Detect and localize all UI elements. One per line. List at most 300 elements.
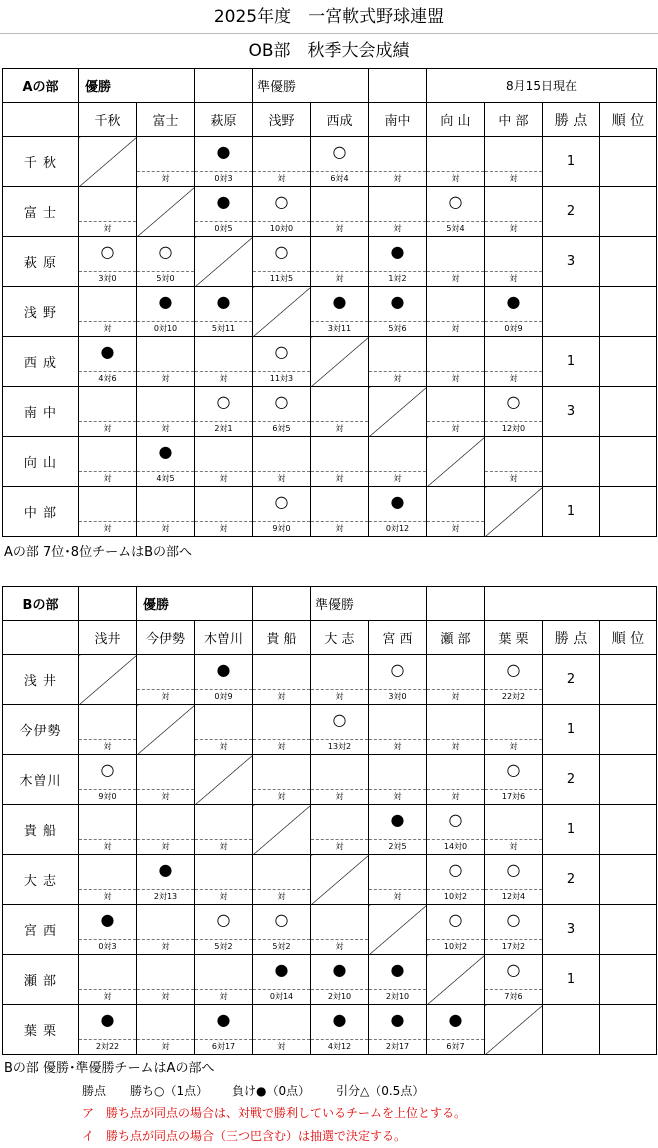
result-cell xyxy=(79,705,137,755)
loss-mark: ● xyxy=(390,960,405,979)
score-text: 対 xyxy=(427,371,484,385)
result-cell xyxy=(195,287,253,337)
score-text: 対 xyxy=(79,989,136,1003)
result-cell xyxy=(311,905,369,955)
loss-mark: ● xyxy=(332,1010,347,1029)
win-mark: ○ xyxy=(448,910,463,929)
score-text: 2対5 xyxy=(369,839,426,853)
win-mark: ○ xyxy=(216,910,231,929)
score-text: 対 xyxy=(369,171,426,185)
score-text: 対 xyxy=(369,889,426,903)
result-cell xyxy=(137,337,195,387)
score-text: 対 xyxy=(485,371,542,385)
result-cell xyxy=(311,955,369,1005)
loss-mark: ● xyxy=(158,860,173,879)
team-name: 瀬 部 xyxy=(3,955,79,1005)
result-cell xyxy=(369,655,427,705)
team-name: 富 士 xyxy=(3,187,79,237)
score-text: 対 xyxy=(253,1039,310,1053)
win-mark: ○ xyxy=(506,760,521,779)
loss-mark: ● xyxy=(100,342,115,361)
score-text: 10対0 xyxy=(253,221,310,235)
rank-cell xyxy=(600,1005,657,1055)
score-text: 対 xyxy=(253,689,310,703)
score-text: 対 xyxy=(427,739,484,753)
points-cell: 2 xyxy=(543,755,600,805)
result-cell xyxy=(195,805,253,855)
result-cell xyxy=(253,905,311,955)
score-text: 10対2 xyxy=(427,889,484,903)
result-cell xyxy=(485,955,543,1005)
team-row xyxy=(3,287,657,337)
column-header: 宮 西 xyxy=(369,621,427,655)
score-text: 14対0 xyxy=(427,839,484,853)
score-text: 対 xyxy=(79,521,136,535)
result-cell xyxy=(427,805,485,855)
page-subtitle: OB部 秋季大会成績 xyxy=(248,41,410,61)
points-cell: 2 xyxy=(543,855,600,905)
loss-mark: ● xyxy=(216,1010,231,1029)
loss-mark: ● xyxy=(216,660,231,679)
team-name: 浅 井 xyxy=(3,655,79,705)
score-text: 6対4 xyxy=(311,171,368,185)
result-cell xyxy=(311,487,369,537)
rank-cell xyxy=(600,287,657,337)
score-text: 12対0 xyxy=(485,421,542,435)
rank-cell xyxy=(600,187,657,237)
team-name: 大 志 xyxy=(3,855,79,905)
win-mark: ○ xyxy=(506,910,521,929)
result-cell xyxy=(253,705,311,755)
score-text: 対 xyxy=(137,1039,194,1053)
column-header: 富士 xyxy=(137,103,195,137)
result-cell xyxy=(311,387,369,437)
score-text: 2対17 xyxy=(369,1039,426,1053)
team-name: 千 秋 xyxy=(3,137,79,187)
score-text: 2対10 xyxy=(311,989,368,1003)
result-cell xyxy=(311,755,369,805)
team-row xyxy=(3,805,657,855)
result-cell xyxy=(79,337,137,387)
result-cell xyxy=(195,487,253,537)
result-cell xyxy=(137,855,195,905)
score-text: 9対0 xyxy=(253,521,310,535)
loss-mark: ● xyxy=(332,292,347,311)
loss-mark: ● xyxy=(332,960,347,979)
result-cell xyxy=(253,955,311,1005)
team-row xyxy=(3,705,657,755)
score-text: 10対2 xyxy=(427,939,484,953)
win-mark: ○ xyxy=(100,242,115,261)
result-cell xyxy=(137,137,195,187)
score-text: 対 xyxy=(369,221,426,235)
win-mark: ○ xyxy=(448,810,463,829)
score-text: 対 xyxy=(195,839,252,853)
score-text: 対 xyxy=(311,421,368,435)
column-header: 貴 船 xyxy=(253,621,311,655)
result-cell xyxy=(79,237,137,287)
win-mark: ○ xyxy=(332,142,347,161)
result-cell xyxy=(137,487,195,537)
self-match-cell xyxy=(79,137,137,187)
result-cell xyxy=(485,237,543,287)
result-cell xyxy=(253,855,311,905)
self-match-cell xyxy=(311,855,369,905)
result-cell xyxy=(195,705,253,755)
score-text: 対 xyxy=(137,939,194,953)
team-row xyxy=(3,655,657,705)
team-row xyxy=(3,137,657,187)
score-text: 5対0 xyxy=(137,271,194,285)
result-cell xyxy=(485,705,543,755)
result-cell xyxy=(427,337,485,387)
result-cell xyxy=(137,905,195,955)
score-text: 対 xyxy=(427,321,484,335)
score-text: 対 xyxy=(79,221,136,235)
runner-up-label-a: 準優勝 xyxy=(253,69,369,103)
legend-points-label: 勝点 xyxy=(82,1084,107,1098)
points-cell xyxy=(543,437,600,487)
team-row xyxy=(3,855,657,905)
result-cell xyxy=(137,755,195,805)
score-text: 対 xyxy=(253,171,310,185)
score-text: 2対13 xyxy=(137,889,194,903)
result-cell xyxy=(311,1005,369,1055)
score-text: 0対12 xyxy=(369,521,426,535)
column-header: 木曽川 xyxy=(195,621,253,655)
result-cell xyxy=(485,437,543,487)
points-cell: 1 xyxy=(543,805,600,855)
column-header: 葉 栗 xyxy=(485,621,543,655)
score-text: 対 xyxy=(369,739,426,753)
result-cell xyxy=(195,437,253,487)
score-text: 対 xyxy=(369,789,426,803)
win-mark: ○ xyxy=(158,242,173,261)
result-cell xyxy=(137,805,195,855)
result-cell xyxy=(369,437,427,487)
result-cell xyxy=(253,237,311,287)
column-header: 浅野 xyxy=(253,103,311,137)
result-cell xyxy=(369,137,427,187)
result-cell xyxy=(253,755,311,805)
self-match-cell xyxy=(369,387,427,437)
result-cell xyxy=(79,855,137,905)
result-cell xyxy=(369,955,427,1005)
score-text: 対 xyxy=(137,989,194,1003)
score-text: 3対11 xyxy=(311,321,368,335)
result-cell xyxy=(137,437,195,487)
win-mark: ○ xyxy=(274,342,289,361)
self-match-cell xyxy=(427,437,485,487)
win-mark: ○ xyxy=(274,910,289,929)
column-header: 瀬 部 xyxy=(427,621,485,655)
win-mark: ○ xyxy=(274,492,289,511)
score-text: 17対6 xyxy=(485,789,542,803)
score-text: 対 xyxy=(253,739,310,753)
rank-cell xyxy=(600,805,657,855)
rule-a: ア 勝ち点が同点の場合は、対戦で勝利しているチームを上位とする。 xyxy=(82,1106,467,1120)
column-header: 萩原 xyxy=(195,103,253,137)
division-a-label: Aの部 xyxy=(3,69,79,103)
score-text: 対 xyxy=(137,789,194,803)
result-cell xyxy=(137,655,195,705)
winner-label-a: 優勝 xyxy=(79,69,195,103)
result-cell xyxy=(195,137,253,187)
loss-mark: ● xyxy=(158,442,173,461)
score-text: 対 xyxy=(311,521,368,535)
result-cell xyxy=(485,387,543,437)
team-name: 向 山 xyxy=(3,437,79,487)
team-name: 今伊勢 xyxy=(3,705,79,755)
rank-cell xyxy=(600,437,657,487)
score-text: 対 xyxy=(79,471,136,485)
win-mark: ○ xyxy=(506,860,521,879)
score-text: 12対4 xyxy=(485,889,542,903)
result-cell xyxy=(195,655,253,705)
points-cell: 3 xyxy=(543,237,600,287)
self-match-cell xyxy=(253,805,311,855)
team-name: 南 中 xyxy=(3,387,79,437)
result-cell xyxy=(79,487,137,537)
score-text: 0対14 xyxy=(253,989,310,1003)
loss-mark: ● xyxy=(100,1010,115,1029)
result-cell xyxy=(369,287,427,337)
score-text: 6対17 xyxy=(195,1039,252,1053)
result-cell xyxy=(195,955,253,1005)
result-cell xyxy=(195,905,253,955)
points-header: 勝 点 xyxy=(543,103,600,137)
score-text: 0対10 xyxy=(137,321,194,335)
loss-mark: ● xyxy=(216,292,231,311)
page-title: 2025年度 一宮軟式野球連盟 xyxy=(0,0,658,34)
score-text: 0対3 xyxy=(79,939,136,953)
result-cell xyxy=(311,437,369,487)
result-cell xyxy=(427,1005,485,1055)
loss-mark: ● xyxy=(448,1010,463,1029)
score-text: 5対6 xyxy=(369,321,426,335)
result-cell xyxy=(485,137,543,187)
result-cell xyxy=(485,905,543,955)
score-text: 0対3 xyxy=(195,171,252,185)
result-cell xyxy=(253,655,311,705)
self-match-cell xyxy=(311,337,369,387)
rank-cell xyxy=(600,387,657,437)
result-cell xyxy=(427,855,485,905)
division-a-table xyxy=(2,68,657,537)
score-text: 対 xyxy=(195,739,252,753)
rank-cell xyxy=(600,137,657,187)
win-mark: ○ xyxy=(506,660,521,679)
win-mark: ○ xyxy=(274,392,289,411)
score-text: 対 xyxy=(137,839,194,853)
score-text: 0対5 xyxy=(195,221,252,235)
score-text: 対 xyxy=(485,221,542,235)
result-cell xyxy=(79,905,137,955)
score-text: 3対0 xyxy=(79,271,136,285)
score-text: 対 xyxy=(137,171,194,185)
result-cell xyxy=(427,755,485,805)
rank-cell xyxy=(600,855,657,905)
score-text: 対 xyxy=(137,689,194,703)
result-cell xyxy=(311,655,369,705)
self-match-cell xyxy=(195,237,253,287)
loss-mark: ● xyxy=(390,292,405,311)
blank-cell xyxy=(485,587,657,621)
loss-mark: ● xyxy=(390,810,405,829)
result-cell xyxy=(427,705,485,755)
score-text: 5対2 xyxy=(195,939,252,953)
result-cell xyxy=(427,137,485,187)
result-cell xyxy=(311,137,369,187)
score-text: 0対9 xyxy=(195,689,252,703)
team-row xyxy=(3,437,657,487)
result-cell xyxy=(369,705,427,755)
score-text: 0対9 xyxy=(485,321,542,335)
points-cell: 1 xyxy=(543,487,600,537)
result-cell xyxy=(195,187,253,237)
result-cell xyxy=(79,955,137,1005)
loss-mark: ● xyxy=(390,1010,405,1029)
runner-up-value-a xyxy=(369,69,427,103)
win-mark: ○ xyxy=(100,760,115,779)
points-cell xyxy=(543,1005,600,1055)
score-text: 4対5 xyxy=(137,471,194,485)
loss-mark: ● xyxy=(216,142,231,161)
win-mark: ○ xyxy=(448,860,463,879)
score-text: 対 xyxy=(369,471,426,485)
score-text: 対 xyxy=(427,171,484,185)
result-cell xyxy=(311,705,369,755)
rank-cell xyxy=(600,955,657,1005)
result-cell xyxy=(427,487,485,537)
result-cell xyxy=(369,187,427,237)
column-header: 南中 xyxy=(369,103,427,137)
score-text: 対 xyxy=(311,839,368,853)
result-cell xyxy=(195,387,253,437)
team-row xyxy=(3,955,657,1005)
score-text: 2対22 xyxy=(79,1039,136,1053)
score-text: 対 xyxy=(253,789,310,803)
score-text: 17対2 xyxy=(485,939,542,953)
loss-mark: ● xyxy=(390,242,405,261)
rank-header: 順 位 xyxy=(600,103,657,137)
loss-mark: ● xyxy=(158,292,173,311)
self-match-cell xyxy=(137,187,195,237)
score-text: 対 xyxy=(485,839,542,853)
score-text: 対 xyxy=(195,371,252,385)
win-mark: ○ xyxy=(390,660,405,679)
column-header: 今伊勢 xyxy=(137,621,195,655)
win-mark: ○ xyxy=(274,242,289,261)
division-b-label: Bの部 xyxy=(3,587,79,621)
result-cell xyxy=(369,337,427,387)
result-cell xyxy=(427,187,485,237)
team-name: 木曽川 xyxy=(3,755,79,805)
result-cell xyxy=(311,805,369,855)
win-mark: ○ xyxy=(216,392,231,411)
result-cell xyxy=(253,387,311,437)
result-cell xyxy=(311,237,369,287)
score-text: 対 xyxy=(195,989,252,1003)
self-match-cell xyxy=(369,905,427,955)
win-mark: ○ xyxy=(332,710,347,729)
score-text: 対 xyxy=(427,789,484,803)
team-name: 萩 原 xyxy=(3,237,79,287)
score-text: 対 xyxy=(427,689,484,703)
score-text: 5対4 xyxy=(427,221,484,235)
score-text: 11対3 xyxy=(253,371,310,385)
self-match-cell xyxy=(485,487,543,537)
points-cell: 1 xyxy=(543,137,600,187)
result-cell xyxy=(369,487,427,537)
score-text: 6対7 xyxy=(427,1039,484,1053)
score-text: 対 xyxy=(79,839,136,853)
score-text: 対 xyxy=(137,421,194,435)
result-cell xyxy=(369,805,427,855)
result-cell xyxy=(253,337,311,387)
result-cell xyxy=(311,187,369,237)
self-match-cell xyxy=(195,755,253,805)
result-cell xyxy=(427,387,485,437)
rule-b: イ 勝ち点が同点の場合（三つ巴含む）は抽選で決定する。 xyxy=(82,1129,407,1143)
score-text: 5対2 xyxy=(253,939,310,953)
column-header: 向 山 xyxy=(427,103,485,137)
result-cell xyxy=(137,955,195,1005)
score-text: 対 xyxy=(311,939,368,953)
result-cell xyxy=(369,237,427,287)
column-header: 大 志 xyxy=(311,621,369,655)
points-cell: 2 xyxy=(543,655,600,705)
score-text: 対 xyxy=(137,521,194,535)
win-mark: ○ xyxy=(274,192,289,211)
score-text: 対 xyxy=(253,889,310,903)
result-cell xyxy=(369,855,427,905)
result-cell xyxy=(427,287,485,337)
self-match-cell xyxy=(137,705,195,755)
score-text: 6対5 xyxy=(253,421,310,435)
self-match-cell xyxy=(253,287,311,337)
team-row xyxy=(3,387,657,437)
loss-mark: ● xyxy=(100,910,115,929)
score-text: 対 xyxy=(427,421,484,435)
team-name: 宮 西 xyxy=(3,905,79,955)
score-text: 対 xyxy=(369,371,426,385)
self-match-cell xyxy=(427,955,485,1005)
team-name: 中 部 xyxy=(3,487,79,537)
points-cell xyxy=(543,287,600,337)
score-text: 対 xyxy=(311,789,368,803)
result-cell xyxy=(79,187,137,237)
date-label: 8月15日現在 xyxy=(427,69,657,103)
points-cell: 1 xyxy=(543,955,600,1005)
result-cell xyxy=(427,237,485,287)
result-cell xyxy=(485,805,543,855)
result-cell xyxy=(427,905,485,955)
score-text: 22対2 xyxy=(485,689,542,703)
self-match-cell xyxy=(485,1005,543,1055)
winner-label-b: 優勝 xyxy=(137,587,253,621)
score-text: 4対6 xyxy=(79,371,136,385)
points-cell: 2 xyxy=(543,187,600,237)
points-cell: 1 xyxy=(543,705,600,755)
score-text: 対 xyxy=(79,321,136,335)
team-name: 西 成 xyxy=(3,337,79,387)
score-text: 4対12 xyxy=(311,1039,368,1053)
points-cell: 1 xyxy=(543,337,600,387)
score-text: 対 xyxy=(311,471,368,485)
division-b-note: Bの部 優勝･準優勝チームはAの部へ xyxy=(4,1061,215,1076)
column-header: 西成 xyxy=(311,103,369,137)
